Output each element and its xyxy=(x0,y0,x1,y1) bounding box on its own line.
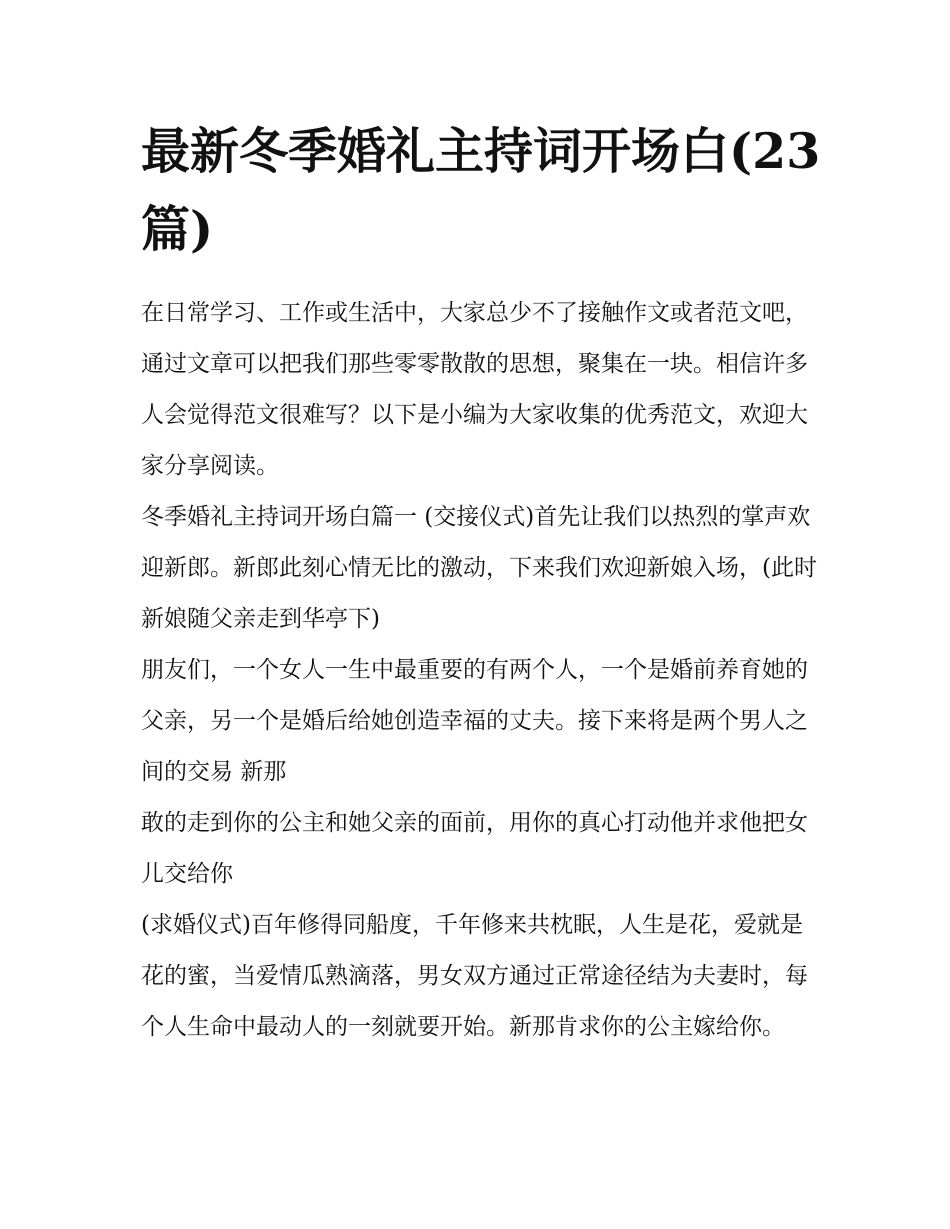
paragraph-proposal-ceremony: (求婚仪式)百年修得同船度，千年修来共枕眠，人生是花，爱就是花的蜜，当爱情瓜熟滴落，男女双方通过正常途径结为夫妻时，每个人生命中最动人的一刻就要开始。新那肯求你的公主嫁给你。 xyxy=(141,912,808,1040)
document-title: 最新冬季婚礼主持词开场白(23篇) xyxy=(141,122,821,258)
paragraph-bravely: 敢的走到你的公主和她父亲的面前，用你的真心打动他并求他把女儿交给你 xyxy=(141,810,808,887)
paragraph-intro: 在日常学习、工作或生活中，大家总少不了接触作文或者范文吧，通过文章可以把我们那些零零散散的思想，聚集在一块。相信许多人会觉得范文很难写？以下是小编为大家收集的优秀范文，欢迎大家分享阅读。 xyxy=(141,300,808,479)
paragraph-exchange-ceremony: 冬季婚礼主持词开场白篇一 (交接仪式)首先让我们以热烈的掌声欢迎新郎。新郎此刻心情无比的激动，下来我们欢迎新娘入场，(此时新娘随父亲走到华亭下) xyxy=(141,504,817,632)
document-content xyxy=(141,112,821,1053)
paragraph-friends: 朋友们，一个女人一生中最重要的有两个人，一个是婚前养育她的父亲，另一个是婚后给她创造幸福的丈夫。接下来将是两个男人之间的交易 新那 xyxy=(141,657,808,785)
